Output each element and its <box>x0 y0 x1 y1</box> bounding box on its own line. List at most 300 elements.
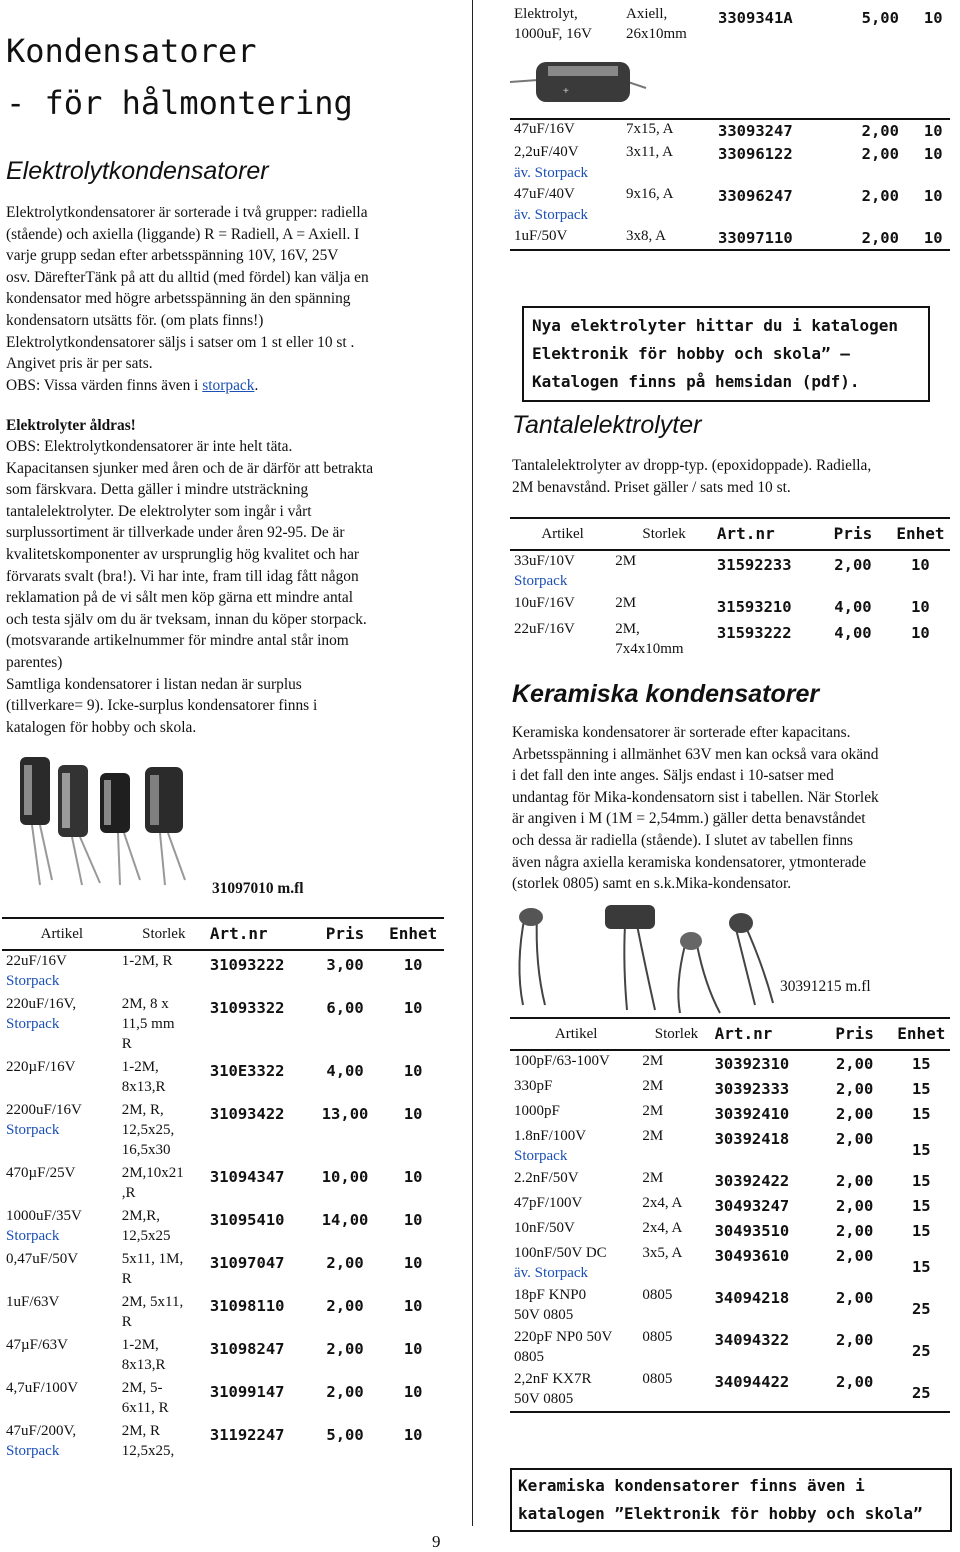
cell-storlek <box>622 226 714 250</box>
artikel-text: 47uF/40V <box>514 186 575 202</box>
artikel-text: 4,7uF/100V <box>6 1380 79 1396</box>
storpack-link[interactable]: Storpack <box>6 1228 60 1244</box>
cell-artnr: 30392310 <box>714 1055 790 1073</box>
artikel-text: 1uF/50V <box>514 228 568 244</box>
notice-line: katalogen ”Elektronik för hobby och skola” <box>518 1504 923 1523</box>
cell-enhet: 15 <box>911 1197 931 1215</box>
cell-artikel <box>510 1126 638 1168</box>
cell-pris: 2,00 <box>844 226 912 250</box>
cell-pris: 2,00 <box>861 187 899 205</box>
cell-artikel <box>510 1168 638 1193</box>
cell-enhet: 10 <box>403 1105 423 1123</box>
cell-artnr: 31192247 <box>209 1426 285 1444</box>
storlek-text: 3x5, A <box>642 1245 683 1261</box>
table-row <box>510 142 950 184</box>
cell-enhet: 25 <box>911 1342 931 1360</box>
storpack-link[interactable]: äv. Storpack <box>514 207 589 223</box>
paragraph-line: (stående) och axiella (liggande) R = Radiell, A = Axiell. I <box>6 225 360 243</box>
cell-storlek <box>622 184 714 226</box>
cell-enhet: 15 <box>911 1141 931 1159</box>
photo-caption: 31097010 m.fl <box>212 880 304 897</box>
page-number: 9 <box>432 1532 441 1551</box>
cell-artikel <box>510 1076 638 1101</box>
cell-artikel <box>2 1335 118 1378</box>
aging-title: Elektrolyter åldras! <box>6 417 136 434</box>
paragraph-line: Angivet pris är per sats. <box>6 355 153 373</box>
artikel-text: 22uF/16V <box>514 621 575 637</box>
artikel-text: 47uF/16V <box>514 121 575 137</box>
cell-pris: 2,00 <box>834 556 872 574</box>
paragraph-line: Kapacitansen sjunker med åren och de är därför att betrakta <box>6 459 374 477</box>
table-row <box>510 619 950 661</box>
cell-pris: 2,00 <box>835 1105 874 1123</box>
artikel-text: 0805 <box>514 1349 544 1365</box>
cell-artikel <box>510 142 622 184</box>
new-electrolytes-notice <box>522 306 930 402</box>
ceramic-photo-caption: 30391215 m.fl <box>780 978 871 995</box>
storlek-text: 12,5x25, <box>121 1443 175 1459</box>
col-artikel: Artikel <box>510 518 611 550</box>
cell-artnr: 31098110 <box>209 1297 285 1315</box>
storlek-text: 7x4x10mm <box>615 641 684 657</box>
section-title-tantal: Tantalelektrolyter <box>512 411 702 439</box>
section-title-ceramic: Keramiska kondensatorer <box>512 680 820 708</box>
cell-storlek <box>118 1335 206 1378</box>
cell-pris: 2,00 <box>861 145 899 163</box>
cell-artikel <box>510 1243 638 1285</box>
tantal-paragraph <box>512 455 952 498</box>
cell-pris: 2,00 <box>326 1254 364 1272</box>
table-row <box>2 950 444 994</box>
ceramic-catalog-notice <box>510 1468 952 1532</box>
storlek-text: 2M,10x21 <box>121 1165 184 1181</box>
table-row <box>510 1243 950 1285</box>
cell-storlek <box>611 593 713 619</box>
cell-storlek <box>638 1168 710 1193</box>
cell-enhet: 15 <box>911 1258 931 1276</box>
paragraph-line: varje grupp sedan efter arbetsspänning 10V, 16V, 25V <box>6 247 339 265</box>
artikel-text: 1000uF, 16V <box>514 26 592 42</box>
storlek-text: 2M, 8 x <box>121 996 169 1012</box>
cell-storlek <box>622 142 714 184</box>
table-row <box>2 1292 444 1335</box>
cell-artnr: 31593210 <box>716 598 792 616</box>
artikel-text: 10nF/50V <box>514 1220 575 1236</box>
artikel-text: 2200uF/16V <box>6 1102 82 1118</box>
cell-storlek <box>118 1100 206 1163</box>
cell-pris: 2,00 <box>835 1130 874 1148</box>
storlek-text: 12,5x25 <box>121 1228 171 1244</box>
cell-storlek <box>638 1050 710 1076</box>
storlek-text: 2M <box>615 553 637 569</box>
storlek-text: 0805 <box>642 1371 673 1387</box>
artikel-text: 100pF/63-100V <box>514 1053 610 1069</box>
cell-enhet: 10 <box>403 1383 423 1401</box>
table-row <box>510 1285 950 1327</box>
storpack-link[interactable]: äv. Storpack <box>514 1265 589 1281</box>
aging-paragraph <box>6 436 470 738</box>
cell-artikel <box>2 1292 118 1335</box>
cell-artikel <box>510 226 622 250</box>
artikel-text: 1uF/63V <box>6 1294 60 1310</box>
cell-storlek <box>638 1076 710 1101</box>
cell-pris: 14,00 <box>321 1211 369 1229</box>
paragraph-line: Samtliga kondensatorer i listan nedan är surplus <box>6 675 302 693</box>
cell-enhet: 10 <box>403 1211 423 1229</box>
cell-artnr: 31095410 <box>209 1211 285 1229</box>
cell-pris: 13,00 <box>321 1105 369 1123</box>
cell-pris: 2,00 <box>326 1383 364 1401</box>
storlek-text: 3x11, A <box>626 144 673 160</box>
cell-artnr: 310E3322 <box>209 1062 285 1080</box>
storlek-text: 8x13,R <box>121 1357 166 1373</box>
artikel-text: 0,47uF/50V <box>6 1251 79 1267</box>
table-row <box>510 1369 950 1412</box>
table-row <box>2 1335 444 1378</box>
storlek-text: 2M <box>615 595 637 611</box>
cell-enhet: 10 <box>911 598 930 616</box>
cell-enhet: 10 <box>403 1062 423 1080</box>
cell-artnr: 33097110 <box>714 226 844 250</box>
cell-storlek <box>622 119 714 142</box>
storlek-text: 2M <box>642 1103 664 1119</box>
cell-enhet: 25 <box>911 1300 931 1318</box>
page-title: Kondensatorer <box>6 32 257 70</box>
cell-artnr: 31097047 <box>209 1254 285 1272</box>
artikel-text: 220µF/16V <box>6 1059 76 1075</box>
table-row <box>510 593 950 619</box>
storlek-text: 5x11, 1M, <box>121 1251 184 1267</box>
cell-artnr: 31093222 <box>209 956 285 974</box>
paragraph-line: Elektrolytkondensatorer är sorterade i två grupper: radiella <box>6 204 368 221</box>
storlek-text: 2x4, A <box>642 1220 683 1236</box>
storlek-text: 1-2M, <box>121 1059 159 1075</box>
cell-artnr: 30493610 <box>714 1247 790 1265</box>
ceramic-table <box>510 1017 950 1413</box>
cell-artikel <box>510 1218 638 1243</box>
artikel-text: 2.2nF/50V <box>514 1170 579 1186</box>
radial-capacitors-photo <box>0 745 210 890</box>
table-row <box>2 994 444 1057</box>
table-row <box>2 1378 444 1421</box>
cell-artnr: 30392422 <box>714 1172 790 1190</box>
cell-artnr: 30493247 <box>714 1197 790 1215</box>
paragraph-line: katalogen för hobby och skola. <box>6 718 197 736</box>
artikel-text: 47uF/200V, <box>6 1423 77 1439</box>
paragraph-line: i det fall den inte anges. Säljs endast i 10-satser med <box>512 767 834 785</box>
cell-pris: 2,00 <box>835 1197 874 1215</box>
cell-artnr: 34094422 <box>711 1369 817 1412</box>
artikel-text: Elektrolyt, <box>514 6 578 22</box>
paragraph-line: Keramiska kondensatorer är sorterade efter kapacitans. <box>512 724 851 741</box>
artikel-text: 2,2nF KX7R <box>514 1371 592 1387</box>
cell-artnr: 31098247 <box>209 1340 285 1358</box>
cell-artikel <box>510 1050 638 1076</box>
col-storlek: Storlek <box>611 518 713 550</box>
artikel-text: 50V 0805 <box>514 1391 574 1407</box>
cell-pris: 10,00 <box>321 1168 369 1186</box>
cell-pris: 5,00 <box>844 4 912 119</box>
cell-enhet: 10 <box>403 1340 423 1358</box>
artikel-text: 33uF/10V <box>514 553 575 569</box>
cell-enhet: 15 <box>911 1222 931 1240</box>
artikel-text: 220uF/16V, <box>6 996 77 1012</box>
cell-artnr: 30392410 <box>714 1105 790 1123</box>
paragraph-line: Tantalelektrolyter av dropp-typ. (epoxidoppade). Radiella, <box>512 457 872 474</box>
storpack-link[interactable]: äv. Storpack <box>514 165 589 181</box>
storlek-text: 7x15, A <box>626 121 674 137</box>
paragraph-line: kondensatorn utsätts för. (om plats finns!) <box>6 311 264 329</box>
storpack-link[interactable]: Storpack <box>514 573 568 589</box>
col-pris: Pris <box>815 518 887 550</box>
storpack-link[interactable]: Storpack <box>6 1016 60 1032</box>
col-storlek: Storlek <box>638 1018 710 1050</box>
table-row <box>510 1168 950 1193</box>
cell-artnr: 31094347 <box>209 1168 285 1186</box>
cell-artnr: 33096122 <box>718 145 793 163</box>
cell-artikel <box>2 1421 118 1464</box>
col-enhet: Enhet <box>887 518 950 550</box>
paragraph-line: Elektrolytkondensatorer säljs i satser om 1 st eller 10 st . <box>6 333 355 351</box>
cell-pris: 2,00 <box>835 1247 874 1265</box>
storlek-text: R <box>121 1314 132 1330</box>
cell-artikel <box>510 1327 638 1369</box>
col-enhet: Enhet <box>378 918 444 950</box>
storlek-text: 12,5x25, <box>121 1122 175 1138</box>
storlek-text: 2M <box>642 1078 664 1094</box>
table-row <box>2 1249 444 1292</box>
storpack-link[interactable]: Storpack <box>6 1443 60 1459</box>
storpack-link[interactable]: Storpack <box>6 973 60 989</box>
storlek-text: 0805 <box>642 1329 673 1345</box>
svg-text:+: + <box>563 86 569 97</box>
cell-pris: 2,00 <box>835 1055 874 1073</box>
storlek-text: 2M,R, <box>121 1208 161 1224</box>
col-pris: Pris <box>308 918 379 950</box>
notice-line: Nya elektrolyter hittar du i katalogen <box>532 316 899 335</box>
storlek-text: 6x11, R <box>121 1400 169 1416</box>
cell-pris: 2,00 <box>835 1222 874 1240</box>
storlek-text: 11,5 mm <box>121 1016 175 1032</box>
cell-artikel <box>510 619 611 661</box>
col-pris: Pris <box>817 1018 889 1050</box>
storlek-text: R <box>121 1271 132 1287</box>
cell-storlek <box>611 550 713 593</box>
cell-storlek <box>638 1369 710 1412</box>
column-divider <box>472 0 473 1526</box>
cell-storlek <box>118 1163 206 1206</box>
cell-artnr: 33096247 <box>718 187 793 205</box>
cell-artnr: 34094322 <box>714 1331 790 1349</box>
col-storlek: Storlek <box>118 918 206 950</box>
storlek-text: 1-2M, <box>121 1337 159 1353</box>
storpack-link[interactable]: storpack <box>202 377 255 394</box>
cell-storlek <box>118 1421 206 1464</box>
cell-artnr: 3309341A <box>714 4 844 119</box>
col-artnr: Art.nr <box>713 518 815 550</box>
paragraph-line: och dessa är radiella (stående). I slutet av tabellen finns <box>512 831 854 849</box>
electrolytic-table <box>2 917 444 1464</box>
cell-artikel <box>2 1206 118 1249</box>
table-row <box>510 119 950 142</box>
cell-pris: 6,00 <box>326 999 364 1017</box>
cell-artnr: 31592233 <box>716 556 792 574</box>
cell-enhet: 25 <box>889 1369 950 1412</box>
cell-artikel <box>510 593 611 619</box>
storlek-text: R <box>121 1036 132 1052</box>
table-row <box>2 1206 444 1249</box>
paragraph-line: 2M benavstånd. Priset gäller / sats med 10 st. <box>512 478 791 496</box>
cell-pris: 2,00 <box>835 1080 874 1098</box>
storlek-text: 3x8, A <box>626 228 667 244</box>
cell-artikel <box>510 119 622 142</box>
paragraph-line: (tillverkare= 9). Icke-surplus kondensatorer finns i <box>6 697 318 715</box>
table-row <box>2 1057 444 1100</box>
table-header-row <box>510 518 950 550</box>
ceramic-capacitors-photo <box>505 905 780 1017</box>
artikel-text: 2,2uF/40V <box>514 144 579 160</box>
cell-storlek <box>638 1126 710 1168</box>
artikel-text: 470µF/25V <box>6 1165 76 1181</box>
cell-pris: 5,00 <box>326 1426 364 1444</box>
storlek-text: 2M <box>642 1170 664 1186</box>
artikel-text: 47pF/100V <box>514 1195 583 1211</box>
section-title-electrolytic: Elektrolytkondensatorer <box>6 157 269 185</box>
paragraph-line: osv. DärefterTänk på att du alltid (med fördel) kan välja en <box>6 268 369 286</box>
cell-storlek <box>611 619 713 661</box>
cell-pris: 2,00 <box>326 1340 364 1358</box>
cell-enhet: 15 <box>911 1105 931 1123</box>
cell-artikel <box>2 994 118 1057</box>
storlek-text: 2M, 5- <box>121 1380 163 1396</box>
cell-artikel <box>2 1378 118 1421</box>
notice-line: Elektronik för hobby och skola” – <box>532 344 850 363</box>
storlek-text: 1-2M, R <box>121 953 173 969</box>
storpack-link[interactable]: Storpack <box>514 1148 568 1164</box>
table-row <box>510 1101 950 1126</box>
cell-pris: 2,00 <box>817 1369 889 1412</box>
cell-pris: 2,00 <box>326 1297 364 1315</box>
paragraph-line: kvalitetskomponenter av ursprunglig hög kvalitet och har <box>6 545 360 563</box>
cell-enhet: 10 <box>923 145 943 163</box>
table-row <box>510 1218 950 1243</box>
cell-artikel <box>2 1057 118 1100</box>
cell-pris: 3,00 <box>326 956 364 974</box>
cell-enhet: 10 <box>923 187 943 205</box>
artikel-text: 330pF <box>514 1078 553 1094</box>
cell-storlek <box>638 1193 710 1218</box>
artikel-text: 1000pF <box>514 1103 560 1119</box>
paragraph-line: är angiven i M (1M = 2,54mm.) gäller detta benavståndet <box>512 810 866 828</box>
table-row <box>510 1327 950 1369</box>
cell-storlek <box>638 1243 710 1285</box>
cell-storlek <box>638 1327 710 1369</box>
notice-line: Keramiska kondensatorer finns även i <box>518 1476 865 1495</box>
cell-artikel <box>2 1163 118 1206</box>
cell-storlek <box>118 1249 206 1292</box>
cell-storlek <box>638 1285 710 1327</box>
cell-enhet: 10 <box>923 122 943 140</box>
cell-enhet: 10 <box>403 999 423 1017</box>
paragraph-line: surplussortiment är tillverkade under åren 92-95. De är <box>6 524 345 542</box>
cell-pris: 2,00 <box>835 1172 874 1190</box>
ceramic-paragraph <box>512 722 952 895</box>
cell-artikel <box>510 550 611 593</box>
cell-storlek <box>118 950 206 994</box>
paragraph-line: som färskvara. Detta gäller i mindre utsträckning <box>6 481 309 499</box>
paragraph-line: Arbetsspänning i allmänhet 63V men kan också vara okänd <box>512 745 879 763</box>
paragraph-line: tantalelektrolyter. De elektrolyter som ingår i vårt <box>6 502 312 520</box>
paragraph-line: reklamation på de vi sålt men köp gärna ett mindre antal <box>6 589 354 607</box>
cell-enhet: 10 <box>912 4 950 119</box>
storpack-link[interactable]: Storpack <box>6 1122 60 1138</box>
cell-pris: 2,00 <box>835 1289 874 1307</box>
cell-artnr: 31093422 <box>209 1105 285 1123</box>
col-artnr: Art.nr <box>206 918 308 950</box>
artikel-text: 50V 0805 <box>514 1307 574 1323</box>
cell-enhet: 10 <box>403 1426 423 1444</box>
cell-enhet: 10 <box>912 226 950 250</box>
cell-artikel <box>510 1101 638 1126</box>
paragraph-line: förvarats svalt (bra!). Vi har inte, fram till idag fått någon <box>6 567 359 585</box>
table-row <box>510 550 950 593</box>
cell-storlek <box>118 1378 206 1421</box>
storlek-text: 16,5x30 <box>121 1142 171 1158</box>
storlek-text: ,R <box>121 1185 136 1201</box>
artikel-text: 1000uF/35V <box>6 1208 82 1224</box>
col-artikel: Artikel <box>2 918 118 950</box>
cell-enhet: 15 <box>911 1172 931 1190</box>
cell-enhet: 10 <box>403 1297 423 1315</box>
table-row <box>510 1050 950 1076</box>
table-row <box>510 1076 950 1101</box>
cell-storlek <box>118 1057 206 1100</box>
table-row <box>2 1421 444 1464</box>
paragraph-line: (storlek 0805) samt en s.k.Mika-kondensator. <box>512 875 792 893</box>
storlek-text: 9x16, A <box>626 186 674 202</box>
storlek-text: 2M <box>642 1128 664 1144</box>
cell-artikel <box>2 1100 118 1163</box>
cell-artnr: 33093247 <box>718 122 793 140</box>
cell-storlek <box>638 1218 710 1243</box>
notice-line: Katalogen finns på hemsidan (pdf). <box>532 372 860 391</box>
table-row <box>510 1193 950 1218</box>
cell-enhet: 10 <box>403 1254 423 1272</box>
cell-artnr: 30493510 <box>714 1222 790 1240</box>
cell-artnr: 31593222 <box>716 624 792 642</box>
paragraph-line: OBS: Elektrolytkondensatorer är inte helt täta. <box>6 438 293 455</box>
cell-enhet: 10 <box>403 956 423 974</box>
paragraph-line: kondensator med högre arbetsspänning än den spänning <box>6 290 351 308</box>
cell-artikel <box>510 1285 638 1327</box>
paragraph-line: även några axiella keramiska kondensatorer, ytmonterade <box>512 853 867 871</box>
cell-storlek <box>118 994 206 1057</box>
table-row <box>510 184 950 226</box>
cell-storlek <box>638 1101 710 1126</box>
axial-capacitor-photo <box>508 52 648 122</box>
cell-storlek <box>118 1292 206 1335</box>
storlek-text: 8x13,R <box>121 1079 166 1095</box>
cell-artikel <box>510 1369 638 1412</box>
storlek-text: 2M <box>642 1053 664 1069</box>
artikel-text: 10uF/16V <box>514 595 575 611</box>
artikel-text: 47µF/63V <box>6 1337 68 1353</box>
cell-pris: 4,00 <box>834 624 872 642</box>
storlek-text: 26x10mm <box>626 26 687 42</box>
table-row <box>2 1100 444 1163</box>
page-title-line2: - för hålmontering <box>6 84 353 122</box>
table-header-row <box>510 1018 950 1050</box>
